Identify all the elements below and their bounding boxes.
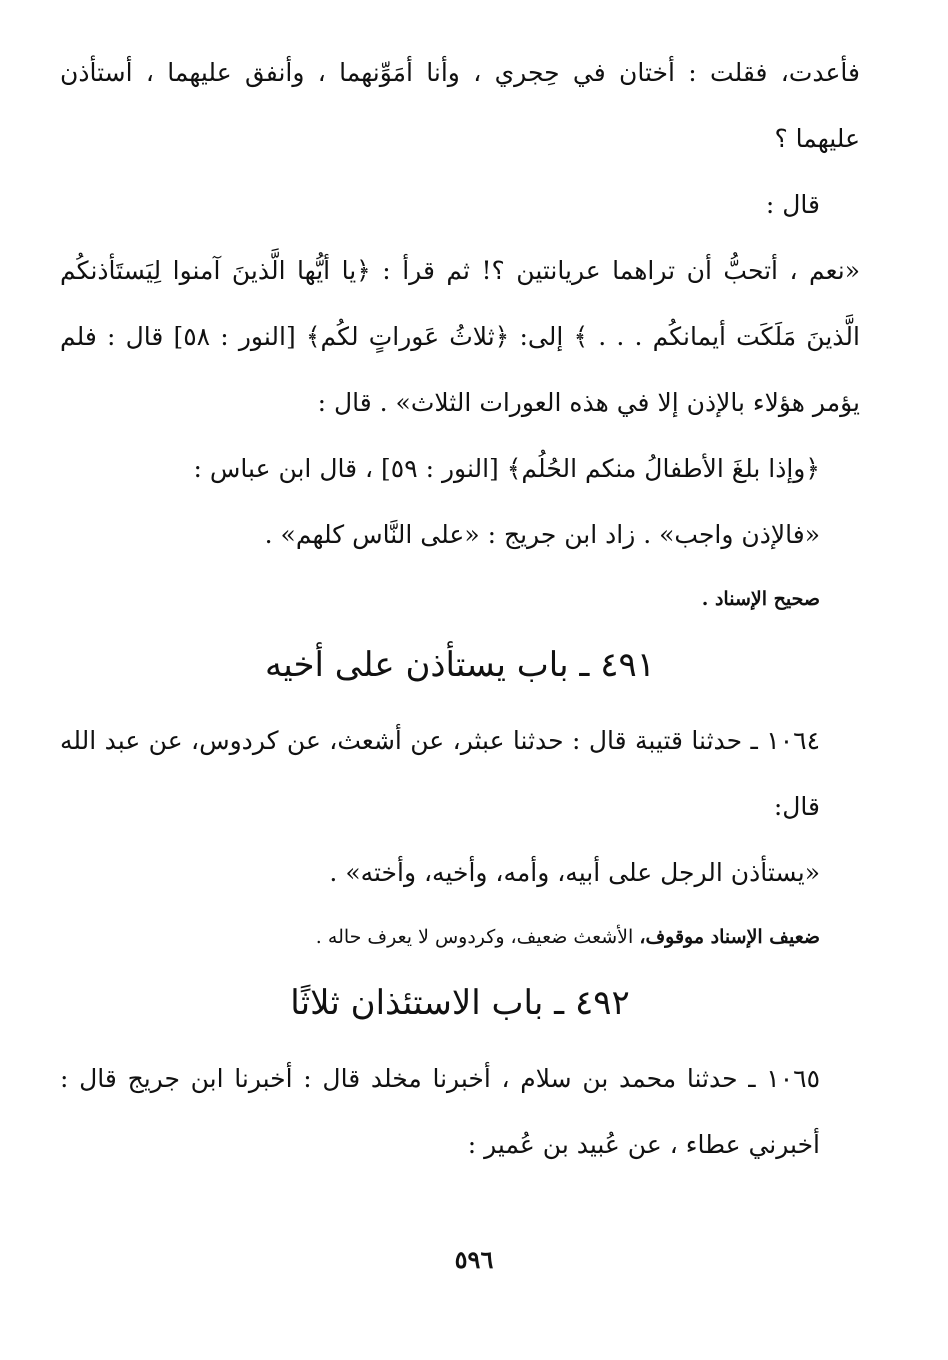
page-number: ٥٩٦ [454,1245,494,1274]
paragraph-ibn-jurayj: «فالإذن واجب» . زاد ابن جريج : «على النَّاس كلهم» . [264,520,820,549]
paragraph-answer-quran: «نعم ، أتحبُّ أن تراهما عريانتين ؟! ثم قرأ : ﴿يا أيُّها الَّذينَ آمنوا لِيَستَأذنكُم الَّذينَ مَلَكَت أيمانكُم . . . ﴾ إلى: ﴿ثلاثُ عَوراتٍ لكُم﴾ [النور : ٥٨] قال : فلم يؤمر هؤلاء بالإذن إلا في هذه العورات الثلاث» . قال : [60,256,860,417]
paragraph-qala: قال : [765,190,820,219]
chapter-heading-491: ٤٩١ ـ باب يستأذن على أخيه [265,645,655,685]
hadith-1064: ١٠٦٤ ـ حدثنا قتيبة قال : حدثنا عبثر، عن أشعث، عن كردوس، عن عبد الله قال: [60,726,820,821]
grade-daif-label: ضعيف الإسناد موقوف، [639,926,820,948]
paragraph-question: فأعدت، فقلت : أختان في حِجري ، وأنا أمَوِّنهما ، وأنفق عليهما ، أستأذن عليهما ؟ [60,58,860,153]
paragraph-verse-59: ﴿وإذا بلغَ الأطفالُ منكم الحُلُم﴾ [النور : ٥٩] ، قال ابن عباس : [193,454,820,483]
hadith-1064-quote: «يستأذن الرجل على أبيه، وأمه، وأخيه، وأخته» . [329,858,820,887]
chapter-heading-492: ٤٩٢ ـ باب الاستئذان ثلاثًا [290,983,630,1023]
grade-sahih [60,574,860,624]
grade-daif-note: الأشعث ضعيف، وكردوس لا يعرف حاله . [315,926,640,948]
grade-daif [60,912,860,962]
book-page [60,40,860,1330]
hadith-1065: ١٠٦٥ ـ حدثنا محمد بن سلام ، أخبرنا مخلد قال : أخبرنا ابن جريج قال : أخبرني عطاء ، عن عُبيد بن عُمير : [60,1064,820,1159]
grade-sahih-label: صحيح الإسناد . [701,588,820,610]
